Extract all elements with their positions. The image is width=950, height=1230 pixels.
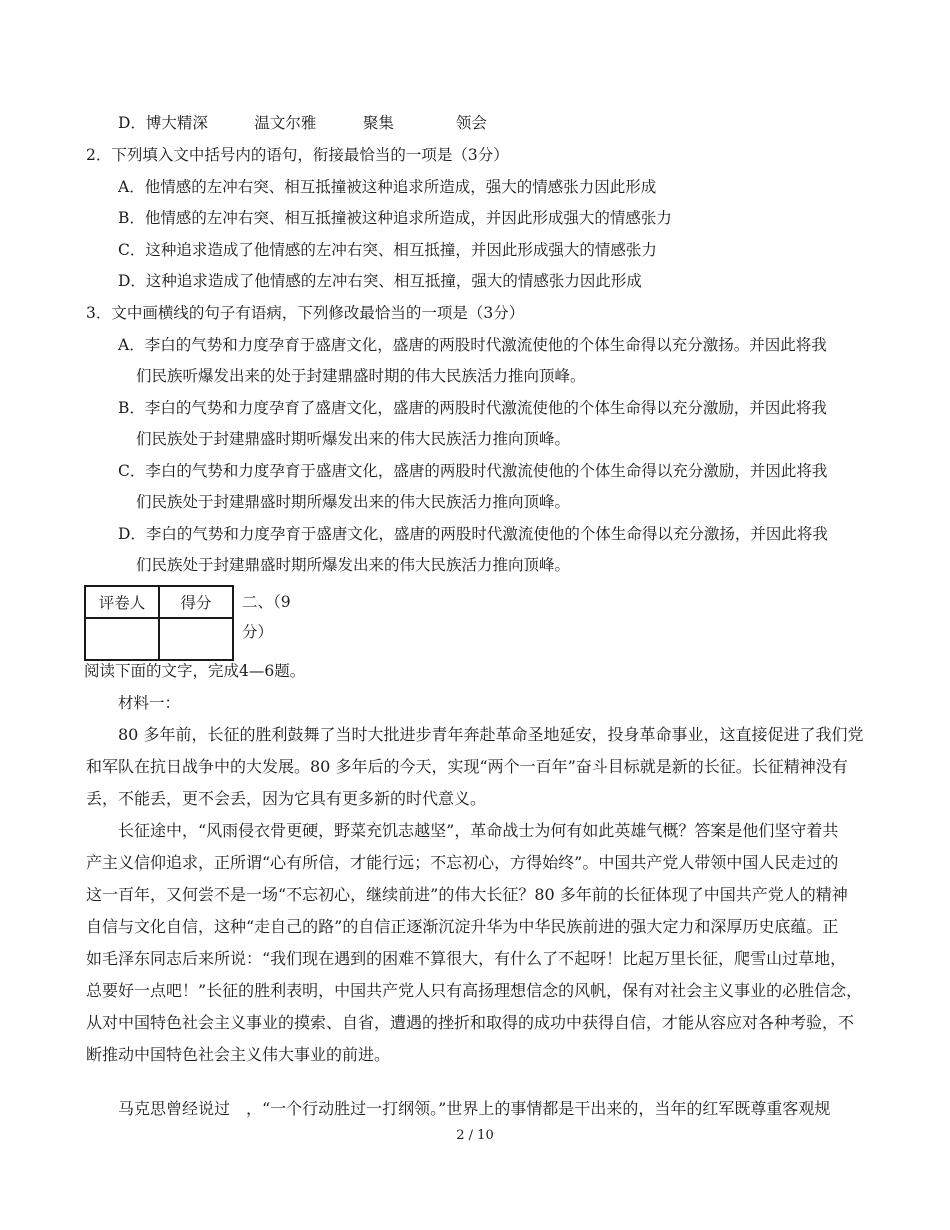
reading-instruction: 阅读下面的文字，完成4—6题。 — [84, 662, 306, 680]
material-label: 材料一： — [118, 694, 181, 712]
paragraph-2-line-4: 自信与文化自信，这种“走自己的路”的自信正逐渐沉淀升华为中华民族前进的强大定力和深厚历史底蕴。正 — [86, 917, 839, 936]
question-2-option-b: B．他情感的左冲右突、相互抵撞被这种追求所造成，并因此形成强大的情感张力 — [118, 209, 672, 227]
question-3-option-c-line-1: C．李白的气势和力度孕育于盛唐文化，盛唐的两股时代激流使他的个体生命得以充分激励，并因此将我 — [118, 462, 828, 480]
question-3-stem: 3．文中画横线的句子有语病，下列修改最恰当的一项是（3分） — [86, 304, 525, 322]
grader-cell — [85, 618, 159, 660]
section-title-continued: 分） — [242, 623, 274, 641]
question-2-option-a: A．他情感的左冲右突、相互抵撞被这种追求所造成，强大的情感张力因此形成 — [118, 178, 657, 196]
question-2-option-c: C．这种追求造成了他情感的左冲右突、相互抵撞，并因此形成强大的情感张力 — [118, 241, 657, 259]
score-header: 得分 — [159, 586, 233, 618]
paragraph-2-line-2: 产主义信仰追求，正所谓“心有所信，才能行远；不忘初心，方得始终”。中国共产党人带领中国人民走过的 — [86, 853, 839, 872]
grader-header: 评卷人 — [85, 586, 159, 618]
paragraph-1-line-2: 和军队在抗日战争中的大发展。80 多年后的今天，实现“两个一百年”奋斗目标就是新的长征。长征精神没有 — [86, 757, 848, 776]
paragraph-2-line-5: 如毛泽东同志后来所说：“我们现在遇到的困难不算很大，有什么了不起呀！比起万里长征，爬雪山过草地， — [86, 949, 847, 968]
question-3-option-a-line-2: 们民族听爆发出来的处于封建鼎盛时期的伟大民族活力推向顶峰。 — [136, 367, 586, 385]
paragraph-1-line-3: 丢，不能丢，更不会丢，因为它具有更多新的时代意义。 — [86, 789, 487, 808]
question-3-option-a-line-1: A．李白的气势和力度孕育于盛唐文化，盛唐的两股时代激流使他的个体生命得以充分激扬。并因此将我 — [118, 336, 827, 354]
question-3-option-c-line-2: 们民族处于封建鼎盛时期所爆发出来的伟大民族活力推向顶峰。 — [136, 493, 571, 511]
page-number: 2 / 10 — [456, 1128, 494, 1143]
question-1-option-d: D．博大精深 温文尔雅 聚集 领会 — [118, 114, 487, 132]
score-cell — [159, 618, 233, 660]
paragraph-3-line-1: 马克思曾经说过 ，“一个行动胜过一打纲领。”世界上的事情都是干出来的，当年的红军既尊重客观规 — [118, 1099, 831, 1118]
paragraph-1-line-1: 80 多年前，长征的胜利鼓舞了当时大批进步青年奔赴革命圣地延安，投身革命事业，这直接促进了我们党 — [118, 725, 864, 744]
question-3-option-d-line-1: D．李白的气势和力度孕育于盛唐文化，盛唐的两股时代激流使他的个体生命得以充分激扬，并因此将我 — [118, 525, 828, 543]
paragraph-2-line-6: 总要好一点吧！”长征的胜利表明，中国共产党人只有高扬理想信念的风帆，保有对社会主义事业的必胜信念， — [86, 981, 863, 1000]
question-2-stem: 2．下列填入文中括号内的语句，衔接最恰当的一项是（3分） — [86, 146, 509, 164]
paragraph-2-line-3: 这一百年，又何尝不是一场“不忘初心，继续前进”的伟大长征？80 多年前的长征体现了中国共产党人的精神 — [86, 885, 848, 904]
paragraph-2-line-7: 从对中国特色社会主义事业的摸索、自省，遭遇的挫折和取得的成功中获得自信，才能从容应对各种考验，不 — [86, 1013, 855, 1032]
question-3-option-b-line-2: 们民族处于封建鼎盛时期听爆发出来的伟大民族活力推向顶峰。 — [136, 430, 571, 448]
section-title: 二、（9 — [242, 593, 291, 611]
question-2-option-d: D．这种追求造成了他情感的左冲右突、相互抵撞，强大的情感张力因此形成 — [118, 272, 642, 290]
question-3-option-b-line-1: B．李白的气势和力度孕育了盛唐文化，盛唐的两股时代激流使他的个体生命得以充分激励，并因此将我 — [118, 399, 827, 417]
paragraph-2-line-8: 断推动中国特色社会主义伟大事业的前进。 — [86, 1045, 391, 1064]
paragraph-2-line-1: 长征途中，“风雨侵衣骨更硬，野菜充饥志越坚”，革命战士为何有如此英雄气概？答案是他们坚守着共 — [118, 821, 839, 840]
question-3-option-d-line-2: 们民族处于封建鼎盛时期所爆发出来的伟大民族活力推向顶峰。 — [136, 556, 571, 574]
score-table — [84, 585, 234, 661]
